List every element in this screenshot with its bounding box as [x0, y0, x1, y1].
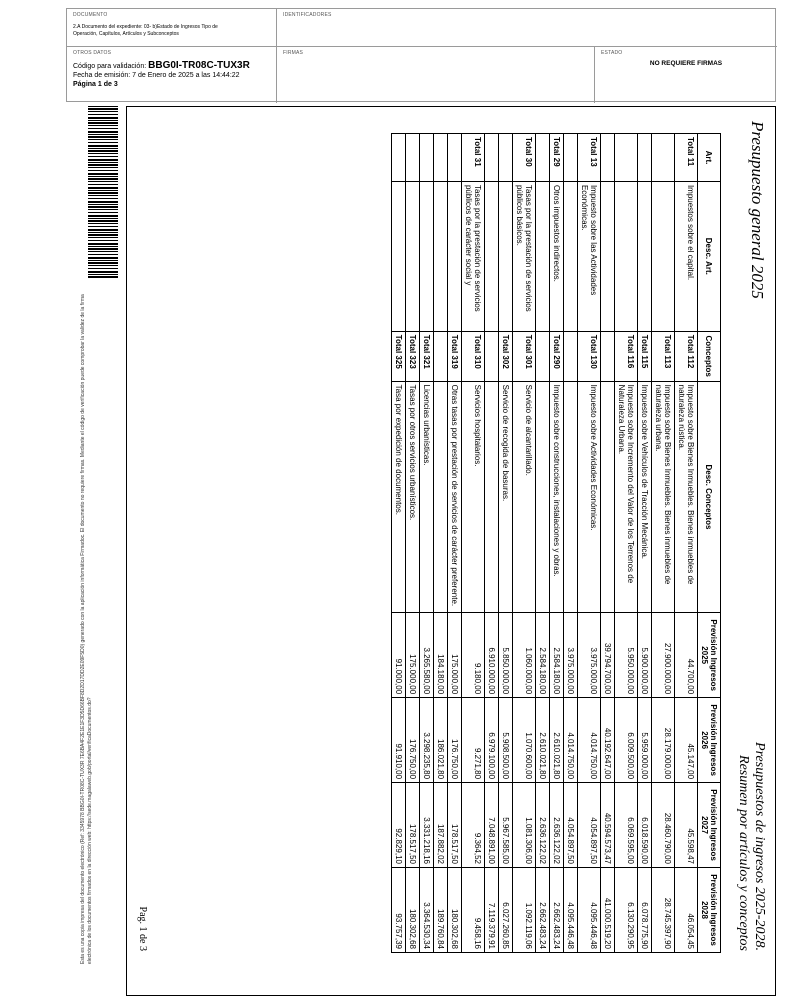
- table-row: [392, 134, 406, 953]
- cell-prevision-2026: 45.147,00: [675, 698, 698, 783]
- estado-cell: [595, 47, 777, 103]
- estado-label: ESTADO: [601, 50, 623, 56]
- cell-art: [601, 134, 615, 182]
- table-row: [601, 134, 615, 953]
- page-title-left: Presupuesto general 2025: [748, 121, 767, 299]
- cell-desc-art: Otros impuestos indirectos.: [550, 181, 564, 331]
- cell-desc-art: [638, 181, 652, 331]
- cell-prevision-2028: 6.130.290,95: [615, 868, 638, 953]
- cell-prevision-2025: 175.000,00: [406, 613, 420, 698]
- documento-cell: [67, 9, 277, 47]
- cell-prevision-2025: 1.060.000,00: [513, 613, 536, 698]
- cell-desc-concepto: Impuesto sobre Actividades Económicas.: [578, 381, 601, 613]
- cell-desc-concepto: Licencias urbanísticas.: [420, 381, 434, 613]
- table-row: [675, 134, 698, 953]
- col-conceptos: Conceptos: [698, 331, 721, 381]
- cell-prevision-2026: 176.750,00: [406, 698, 420, 783]
- cell-prevision-2025: 9.180,00: [462, 613, 485, 698]
- cell-art: [392, 134, 406, 182]
- cell-concepto: Total 290: [550, 331, 564, 381]
- cell-prevision-2027: 28.460.790,00: [652, 783, 675, 868]
- table-body: [392, 134, 698, 953]
- cell-concepto: [564, 331, 578, 381]
- cell-prevision-2027: 6.018.590,00: [638, 783, 652, 868]
- cell-concepto: Total 302: [499, 331, 513, 381]
- cell-desc-art: [448, 181, 462, 331]
- cell-prevision-2028: 189.760,84: [434, 868, 448, 953]
- cell-prevision-2025: 3.265.580,00: [420, 613, 434, 698]
- cell-prevision-2026: 186.021,80: [434, 698, 448, 783]
- cell-desc-concepto: Tasa por expedición de documentos.: [392, 381, 406, 613]
- cell-prevision-2026: 5.908.500,00: [499, 698, 513, 783]
- cell-desc-art: Tasas por la prestación de servicios públicos de carácter social y: [462, 181, 485, 331]
- cell-art: [420, 134, 434, 182]
- table-row: [513, 134, 536, 953]
- col-prevision-2025: Previsión Ingresos 2025: [698, 613, 721, 698]
- cell-prevision-2026: 91.910,00: [392, 698, 406, 783]
- cell-desc-concepto: [485, 381, 499, 613]
- table-row: [499, 134, 513, 953]
- table-row: [638, 134, 652, 953]
- estado-value: NO REQUIERE FIRMAS: [649, 60, 723, 67]
- cell-concepto: Total 116: [615, 331, 638, 381]
- budget-table: [391, 133, 721, 953]
- cell-art: [536, 134, 550, 182]
- cell-prevision-2027: 3.331.218,16: [420, 783, 434, 868]
- cell-art: [615, 134, 638, 182]
- cell-desc-art: Tasas por la prestación de servicios públicos básicos.: [513, 181, 536, 331]
- cell-prevision-2028: 180.302,68: [406, 868, 420, 953]
- cell-prevision-2025: 5.850.000,00: [499, 613, 513, 698]
- cell-art: Total 30: [513, 134, 536, 182]
- table-row: [615, 134, 638, 953]
- cell-prevision-2025: 6.910.000,00: [485, 613, 499, 698]
- cell-desc-concepto: Impuesto sobre construcciones, instalaciones y obras.: [550, 381, 564, 613]
- documento-label: DOCUMENTO: [73, 12, 108, 18]
- cell-prevision-2027: 187.882,02: [434, 783, 448, 868]
- cell-prevision-2028: 28.745.397,90: [652, 868, 675, 953]
- table-header-row: [698, 134, 721, 953]
- identificadores-cell: [277, 9, 777, 47]
- cell-desc-concepto: Tasas por otros servicios urbanísticos.: [406, 381, 420, 613]
- cell-desc-art: [420, 181, 434, 331]
- cell-prevision-2028: 3.364.530,34: [420, 868, 434, 953]
- cell-desc-art: [485, 181, 499, 331]
- cell-prevision-2026: 1.070.600,00: [513, 698, 536, 783]
- cell-art: [406, 134, 420, 182]
- title-right-line2: Resumen por artículos y conceptos: [736, 755, 751, 951]
- cell-prevision-2026: 2.610.021,80: [550, 698, 564, 783]
- cell-prevision-2025: 39.794.700,00: [601, 613, 615, 698]
- fecha-emision: Fecha de emisión: 7 de Enero de 2025 a las 14:44:22: [73, 72, 240, 79]
- title-right-line1: Presupuestos de ingresos 2025-2028.: [752, 742, 767, 951]
- cell-prevision-2027: 40.594.573,47: [601, 783, 615, 868]
- cell-prevision-2025: 91.000,00: [392, 613, 406, 698]
- otros-datos-label: OTROS DATOS: [73, 50, 112, 56]
- cell-prevision-2028: 6.027.260,85: [499, 868, 513, 953]
- cell-prevision-2028: 4.095.446,48: [578, 868, 601, 953]
- table-row: [550, 134, 564, 953]
- table-row: [448, 134, 462, 953]
- cell-desc-concepto: Servicio de recogida de basuras.: [499, 381, 513, 613]
- cell-prevision-2028: 41.000.519,20: [601, 868, 615, 953]
- cell-prevision-2026: 6.979.100,00: [485, 698, 499, 783]
- cell-prevision-2026: 3.298.235,80: [420, 698, 434, 783]
- cell-desc-art: [615, 181, 638, 331]
- cell-concepto: [485, 331, 499, 381]
- table-row: [485, 134, 499, 953]
- cell-prevision-2025: 3.975.000,00: [564, 613, 578, 698]
- cell-prevision-2026: 4.014.750,00: [578, 698, 601, 783]
- page-title-right: [735, 742, 767, 951]
- cell-prevision-2026: 40.192.647,00: [601, 698, 615, 783]
- table-row: [536, 134, 550, 953]
- table-row: [578, 134, 601, 953]
- cell-concepto: Total 301: [513, 331, 536, 381]
- rotated-content: [131, 111, 771, 991]
- cell-prevision-2028: 4.095.446,48: [564, 868, 578, 953]
- table-row: [434, 134, 448, 953]
- cell-prevision-2026: 176.750,00: [448, 698, 462, 783]
- cell-prevision-2025: 44.700,00: [675, 613, 698, 698]
- cell-art: Total 11: [675, 134, 698, 182]
- cell-prevision-2027: 7.048.891,00: [485, 783, 499, 868]
- cell-desc-concepto: Otras tasas por prestación de servicios de carácter preferente.: [448, 381, 462, 613]
- cell-art: Total 13: [578, 134, 601, 182]
- cell-desc-art: Impuestos sobre el capital.: [675, 181, 698, 331]
- documento-text: 2.A Documento del expediente: 03- b)Estado de Ingresos Tipo de Operación, Capítulos, Artículos y Subconceptos: [73, 24, 218, 37]
- cell-prevision-2026: 6.009.500,00: [615, 698, 638, 783]
- cell-desc-concepto: [601, 381, 615, 613]
- firmas-cell: [277, 47, 595, 103]
- otros-datos-cell: [67, 47, 277, 103]
- cell-desc-art: [392, 181, 406, 331]
- cell-prevision-2028: 2.662.483,24: [536, 868, 550, 953]
- cell-desc-concepto: Servicio de alcantarillado.: [513, 381, 536, 613]
- cell-prevision-2028: 9.458,16: [462, 868, 485, 953]
- cell-prevision-2025: 2.584.180,00: [550, 613, 564, 698]
- col-art: Art.: [698, 134, 721, 182]
- cell-prevision-2028: 1.092.119,06: [513, 868, 536, 953]
- cell-prevision-2028: 93.757,39: [392, 868, 406, 953]
- cell-art: [564, 134, 578, 182]
- cell-desc-art: Impuesto sobre las Actividades Económicas.: [578, 181, 601, 331]
- cell-prevision-2025: 5.950.000,00: [615, 613, 638, 698]
- barcode-image: [88, 106, 118, 278]
- cell-art: Total 29: [550, 134, 564, 182]
- cell-concepto: Total 321: [420, 331, 434, 381]
- cell-concepto: Total 319: [448, 331, 462, 381]
- cell-prevision-2026: 9.271,80: [462, 698, 485, 783]
- firmas-label: FIRMAS: [283, 50, 304, 56]
- cell-desc-art: [499, 181, 513, 331]
- cell-desc-concepto: Impuesto sobre Incremento del Valor de los Terrenos de Naturaleza Urbana.: [615, 381, 638, 613]
- cell-desc-art: [434, 181, 448, 331]
- table-row: [652, 134, 675, 953]
- cell-art: [485, 134, 499, 182]
- table-row: [420, 134, 434, 953]
- cell-art: [448, 134, 462, 182]
- cell-prevision-2028: 180.302,68: [448, 868, 462, 953]
- col-prevision-2027: Previsión Ingresos 2027: [698, 783, 721, 868]
- cell-desc-concepto: Impuesto sobre Bienes Inmuebles. Bienes inmuebles de naturaleza urbana.: [652, 381, 675, 613]
- table-row: [564, 134, 578, 953]
- page-number: Pag. 1 de 3: [137, 906, 148, 951]
- cell-prevision-2028: 6.078.775,90: [638, 868, 652, 953]
- cell-prevision-2028: 7.119.379,91: [485, 868, 499, 953]
- col-desc-art: Desc. Art.: [698, 181, 721, 331]
- cell-prevision-2025: 175.000,00: [448, 613, 462, 698]
- cell-art: [638, 134, 652, 182]
- cell-prevision-2027: 5.967.585,00: [499, 783, 513, 868]
- cell-prevision-2025: 5.900.000,00: [638, 613, 652, 698]
- cell-concepto: Total 310: [462, 331, 485, 381]
- cell-prevision-2026: 28.179.000,00: [652, 698, 675, 783]
- cell-concepto: [536, 331, 550, 381]
- cell-art: [499, 134, 513, 182]
- cell-concepto: Total 115: [638, 331, 652, 381]
- cell-prevision-2025: 3.975.000,00: [578, 613, 601, 698]
- verification-side-note: Esta es una copia impresa del documento electrónico (Ref: 3345978 BBG0I-TR08C-TUX3R 7E6BA4F2E1E1F3D5D66BF8D2D17DD2E09F5D0) generado con la aplicación informática Firmadoc. El documento no requiere firmas. Mediante el código de verificación puede comprobar la validez de la firma electrónica de los documentos firmados en la dirección web: https://sede.magalaweb.gob/portal/verificaDocumentos.do?: [80, 294, 93, 964]
- cell-art: Total 31: [462, 134, 485, 182]
- cell-desc-concepto: Servicios hospitalarios.: [462, 381, 485, 613]
- table-row: [462, 134, 485, 953]
- cell-prevision-2027: 178.517,50: [448, 783, 462, 868]
- cell-concepto: Total 112: [675, 331, 698, 381]
- table-row: [406, 134, 420, 953]
- cell-prevision-2027: 178.517,50: [406, 783, 420, 868]
- pagina-info: Página 1 de 3: [73, 81, 118, 88]
- page-frame: [126, 106, 776, 996]
- cell-prevision-2028: 2.662.483,24: [550, 868, 564, 953]
- cell-prevision-2028: 46.054,45: [675, 868, 698, 953]
- cell-desc-concepto: [536, 381, 550, 613]
- cell-desc-art: [652, 181, 675, 331]
- cell-prevision-2027: 6.069.595,00: [615, 783, 638, 868]
- cell-prevision-2027: 2.636.122,02: [536, 783, 550, 868]
- cell-prevision-2027: 4.054.897,50: [578, 783, 601, 868]
- col-prevision-2026: Previsión Ingresos 2026: [698, 698, 721, 783]
- cell-desc-art: [536, 181, 550, 331]
- cell-prevision-2025: 184.180,00: [434, 613, 448, 698]
- cell-prevision-2027: 45.598,47: [675, 783, 698, 868]
- document-header: [66, 8, 776, 102]
- cell-concepto: Total 323: [406, 331, 420, 381]
- codigo-prefix: Código para validación:: [73, 63, 147, 70]
- cell-desc-art: [564, 181, 578, 331]
- cell-prevision-2025: 2.584.180,00: [536, 613, 550, 698]
- cell-concepto: Total 325: [392, 331, 406, 381]
- cell-prevision-2027: 2.636.122,02: [550, 783, 564, 868]
- cell-prevision-2026: 2.610.021,80: [536, 698, 550, 783]
- col-desc-conceptos: Desc. Conceptos: [698, 381, 721, 613]
- cell-prevision-2027: 1.081.306,00: [513, 783, 536, 868]
- codigo-validacion: [73, 60, 270, 71]
- cell-prevision-2027: 9.364,52: [462, 783, 485, 868]
- cell-concepto: [434, 331, 448, 381]
- cell-desc-art: [406, 181, 420, 331]
- cell-desc-concepto: Impuesto sobre Vehículos de Tracción Mecánica.: [638, 381, 652, 613]
- cell-desc-art: [601, 181, 615, 331]
- cell-art: [652, 134, 675, 182]
- cell-desc-concepto: [434, 381, 448, 613]
- cell-art: [434, 134, 448, 182]
- cell-desc-concepto: Impuesto sobre Bienes Inmuebles. Bienes inmuebles de naturaleza rústica.: [675, 381, 698, 613]
- col-prevision-2028: Previsión Ingresos 2028: [698, 868, 721, 953]
- cell-prevision-2027: 92.829,10: [392, 783, 406, 868]
- cell-prevision-2026: 4.014.750,00: [564, 698, 578, 783]
- cell-prevision-2026: 5.959.000,00: [638, 698, 652, 783]
- cell-prevision-2027: 4.054.897,50: [564, 783, 578, 868]
- codigo-value: BBG0I-TR08C-TUX3R: [148, 60, 250, 71]
- cell-prevision-2025: 27.900.000,00: [652, 613, 675, 698]
- identificadores-label: IDENTIFICADORES: [283, 12, 332, 18]
- cell-concepto: Total 130: [578, 331, 601, 381]
- cell-concepto: [601, 331, 615, 381]
- cell-desc-concepto: [564, 381, 578, 613]
- cell-concepto: Total 113: [652, 331, 675, 381]
